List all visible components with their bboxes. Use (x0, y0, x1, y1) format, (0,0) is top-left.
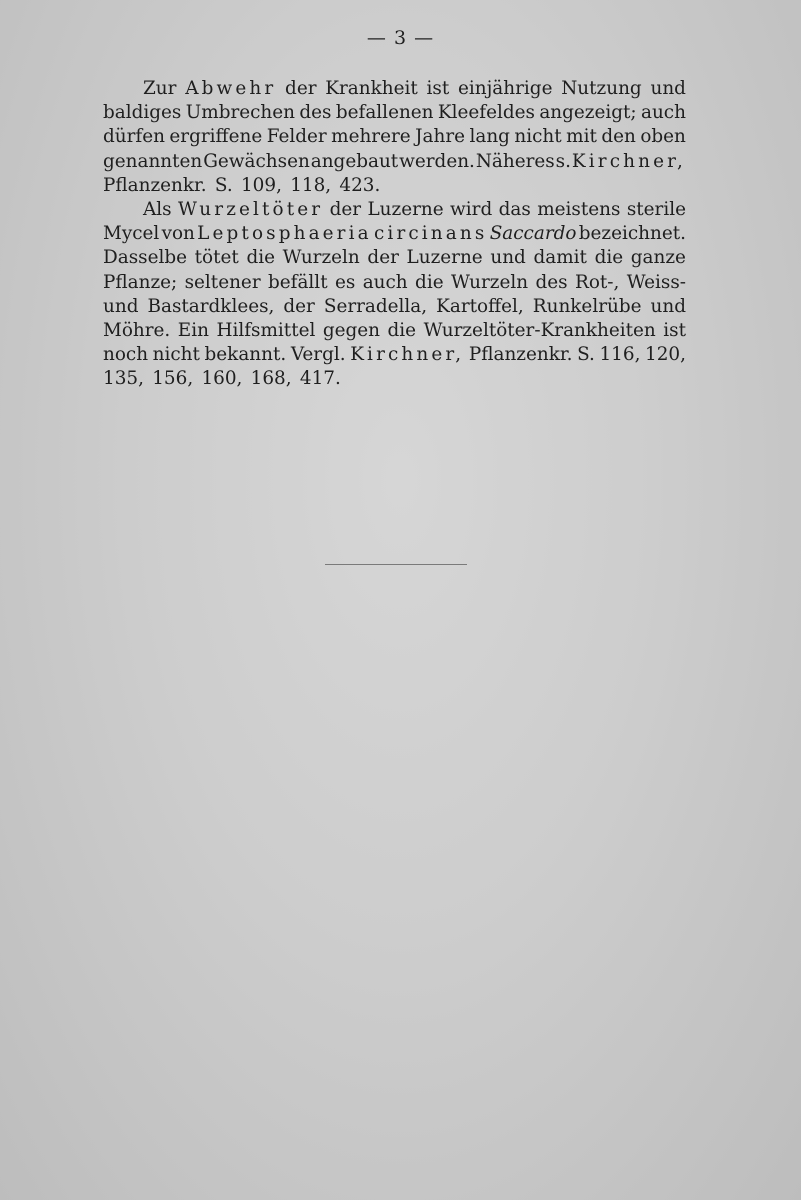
word: Runkelrübe (532, 295, 642, 317)
text-line (103, 101, 686, 125)
word: angebaut (310, 150, 399, 172)
word: sterile (626, 199, 686, 221)
word: ist (663, 320, 686, 342)
word: des (535, 271, 568, 293)
text-line (103, 150, 686, 174)
word: Umbrechen (185, 102, 296, 124)
word: werden. (399, 150, 475, 172)
text-line (103, 343, 686, 367)
text-line (103, 295, 686, 319)
word: s. (555, 150, 571, 172)
word: Hilfsmittel (216, 320, 316, 342)
word: angezeigt; (539, 102, 637, 124)
word: Weiss- (626, 271, 686, 293)
section-divider (325, 564, 467, 565)
word: ergriffene (169, 126, 263, 148)
word: mit (566, 126, 597, 148)
word: mehrere (331, 126, 411, 148)
word: Kartoffel, (436, 295, 524, 317)
word: Nutzung (561, 78, 642, 99)
word: einjährige (458, 78, 553, 99)
text-line (103, 77, 686, 101)
word: dürfen (103, 126, 165, 148)
word-emphasized: Abwehr (185, 78, 277, 99)
word: Gewächsen (203, 150, 310, 172)
word: Wurzeln (450, 271, 529, 293)
word: und (650, 78, 686, 99)
paragraph (103, 77, 686, 198)
text-line (103, 319, 686, 343)
word: Näheres (475, 150, 555, 172)
word: Felder (266, 126, 327, 148)
word: die (415, 271, 444, 293)
word: von (161, 223, 195, 245)
word: Jahre (415, 126, 465, 148)
word: auch (362, 271, 408, 293)
word: 118, (290, 174, 332, 196)
word: der (367, 247, 399, 269)
word: Kleefeldes (437, 102, 535, 124)
word: meistens (537, 199, 621, 221)
word: 109, (240, 174, 282, 196)
author-name: Kirchner, (350, 344, 465, 366)
body-text (103, 77, 686, 392)
word: Pflanzenkr. (103, 174, 207, 196)
word: 156, (152, 368, 194, 390)
text-line (103, 198, 686, 222)
paragraph (103, 198, 686, 392)
word: und (103, 295, 139, 317)
word: Rot-, (574, 271, 620, 293)
text-line (103, 125, 686, 149)
word-emphasized: Wurzeltöter (178, 199, 324, 221)
word: S. (577, 344, 595, 366)
word: Wurzeln (282, 247, 360, 269)
word: wird (450, 199, 493, 221)
word: Luzerne (406, 247, 483, 269)
word: bezeichnet. (578, 223, 686, 245)
word: Mycel (103, 223, 160, 245)
text-line (103, 222, 686, 246)
word: bekannt. (204, 344, 287, 366)
word: Pflanze; (103, 271, 178, 293)
word: die (387, 320, 417, 342)
word: der (329, 199, 362, 221)
page-number: — 3 — (366, 27, 435, 49)
word: noch (103, 344, 149, 366)
text-line (103, 246, 686, 270)
text-line (103, 271, 686, 295)
text-line (103, 174, 686, 198)
word: ist (426, 78, 450, 99)
word: Ein (177, 320, 209, 342)
word: ganze (630, 247, 686, 269)
word: seltener (184, 271, 261, 293)
text-line (103, 367, 686, 391)
word: es (334, 271, 356, 293)
word: und (650, 295, 686, 317)
word: 160, (201, 368, 243, 390)
word: befallenen (335, 102, 434, 124)
word: Serradella, (323, 295, 428, 317)
genus-name: Leptosphaeria (197, 223, 372, 245)
word: den (601, 126, 636, 148)
word: Krankheit (325, 78, 418, 99)
word: Luzerne (367, 199, 444, 221)
word: Dasselbe (103, 247, 188, 269)
word: damit (533, 247, 587, 269)
word: befällt (268, 271, 328, 293)
word: gegen (322, 320, 381, 342)
word: die (594, 247, 624, 269)
word: 135, (103, 368, 144, 390)
word: S. (214, 174, 233, 196)
word: nicht (152, 344, 200, 366)
word: das (498, 199, 531, 221)
word: oben (640, 126, 686, 148)
word: 423. (339, 174, 381, 196)
word: 168, (250, 368, 292, 390)
word: auch (641, 102, 686, 124)
word: der (283, 295, 315, 317)
word: des (299, 102, 332, 124)
word: 417. (299, 368, 341, 390)
author-name: Saccardo (489, 223, 577, 245)
word: der (285, 78, 317, 99)
word: nicht (514, 126, 562, 148)
word: genannten (103, 150, 203, 172)
word: Zur (143, 78, 177, 99)
species-name: circinans (374, 223, 488, 245)
word: Vergl. (290, 344, 346, 366)
word: Bastardklees, (147, 295, 275, 317)
word: und (490, 247, 526, 269)
word: Als (143, 199, 172, 221)
word: 116, (599, 344, 641, 366)
word: Wurzeltöter-Krankheiten (423, 320, 656, 342)
word: Möhre. (103, 320, 171, 342)
word: die (246, 247, 276, 269)
author-name: Kirchner, (571, 150, 686, 172)
word: Pflanzenkr. (468, 344, 573, 366)
word: baldiges (103, 102, 182, 124)
word: tötet (194, 247, 239, 269)
word: 120, (645, 344, 686, 366)
word: lang (469, 126, 510, 148)
